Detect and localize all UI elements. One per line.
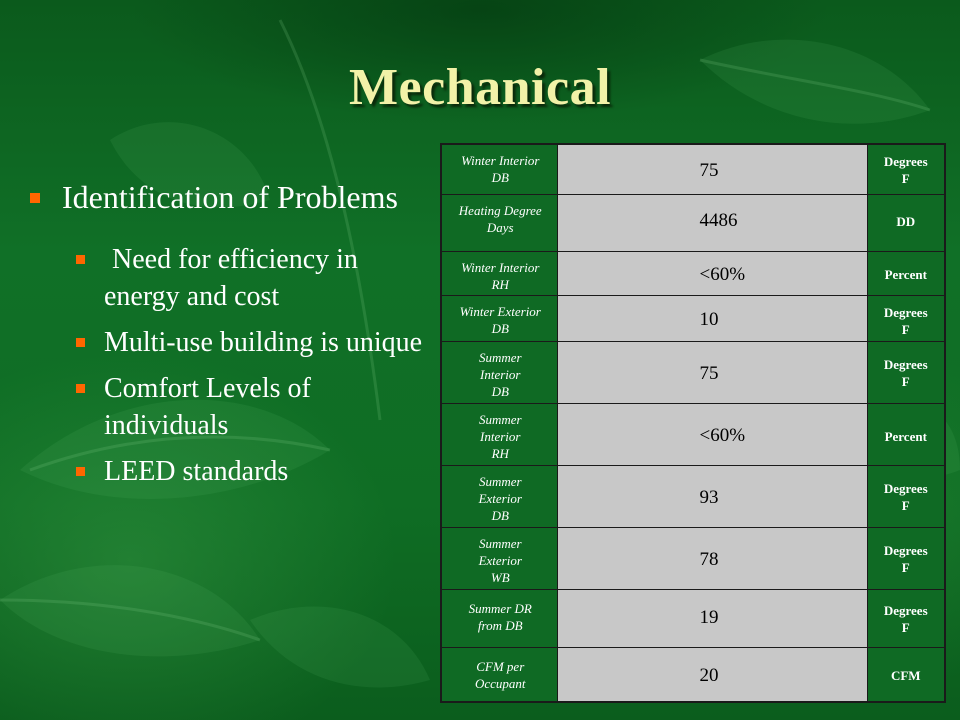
- square-bullet-icon: [30, 193, 40, 203]
- table-row: [441, 251, 945, 295]
- table-row-value: 19: [557, 589, 867, 647]
- table-row: [441, 527, 945, 589]
- sub-bullet-item: [28, 453, 428, 490]
- table-row-label: Winter Exterior DB: [441, 295, 557, 341]
- sub-bullet-text: LEED standards: [104, 456, 289, 487]
- table-row-label: Heating Degree Days: [441, 194, 557, 251]
- square-bullet-icon: [76, 338, 85, 347]
- table-row: [441, 194, 945, 251]
- table-row-unit: Percent: [867, 251, 945, 295]
- table-row-value: <60%: [557, 403, 867, 465]
- table-row-label: Summer Interior DB: [441, 341, 557, 403]
- table-row-unit: Degrees F: [867, 465, 945, 527]
- table-row-label: Summer Exterior DB: [441, 465, 557, 527]
- table-row-unit: Degrees F: [867, 295, 945, 341]
- table-row-unit: Degrees F: [867, 144, 945, 194]
- table-row: [441, 589, 945, 647]
- table-row-label: Summer Interior RH: [441, 403, 557, 465]
- square-bullet-icon: [76, 255, 85, 264]
- table-row-label: Winter Interior DB: [441, 144, 557, 194]
- bullet-main-text: Identification of Problems: [62, 179, 398, 215]
- table-row-label: Summer Exterior WB: [441, 527, 557, 589]
- table-row-value: 10: [557, 295, 867, 341]
- table-row-unit: Percent: [867, 403, 945, 465]
- square-bullet-icon: [76, 384, 85, 393]
- table-row-unit: Degrees F: [867, 527, 945, 589]
- square-bullet-icon: [76, 467, 85, 476]
- table-row-label: Winter Interior RH: [441, 251, 557, 295]
- table-row-unit: DD: [867, 194, 945, 251]
- table-row-value: 20: [557, 647, 867, 702]
- table-row-value: 4486: [557, 194, 867, 251]
- slide-title: Mechanical: [348, 59, 612, 116]
- table-row: [441, 144, 945, 194]
- sub-bullet-text: Comfort Levels of individuals: [104, 373, 311, 441]
- design-conditions-table: [440, 143, 946, 703]
- table-row-unit: Degrees F: [867, 589, 945, 647]
- sub-bullet-item: [28, 324, 428, 361]
- table-row-value: <60%: [557, 251, 867, 295]
- sub-bullet-item: [28, 241, 428, 315]
- table-row: [441, 403, 945, 465]
- bullet-main: [28, 176, 428, 219]
- table-row-unit: Degrees F: [867, 341, 945, 403]
- table-row: [441, 295, 945, 341]
- table-row-value: 78: [557, 527, 867, 589]
- table-row-value: 93: [557, 465, 867, 527]
- design-conditions-table-wrap: [440, 143, 944, 703]
- sub-bullet-text: Need for efficiency in energy and cost: [104, 244, 358, 312]
- table-row: [441, 465, 945, 527]
- table-row-value: 75: [557, 144, 867, 194]
- table-row-label: Summer DR from DB: [441, 589, 557, 647]
- sub-bullet-text: Multi-use building is unique: [104, 327, 423, 358]
- table-row: [441, 341, 945, 403]
- table-row-unit: CFM: [867, 647, 945, 702]
- bullet-list: [28, 176, 428, 499]
- sub-bullet-list: [28, 241, 428, 490]
- table-row-value: 75: [557, 341, 867, 403]
- table-row-label: CFM per Occupant: [441, 647, 557, 702]
- table-row: [441, 647, 945, 702]
- sub-bullet-item: [28, 370, 428, 444]
